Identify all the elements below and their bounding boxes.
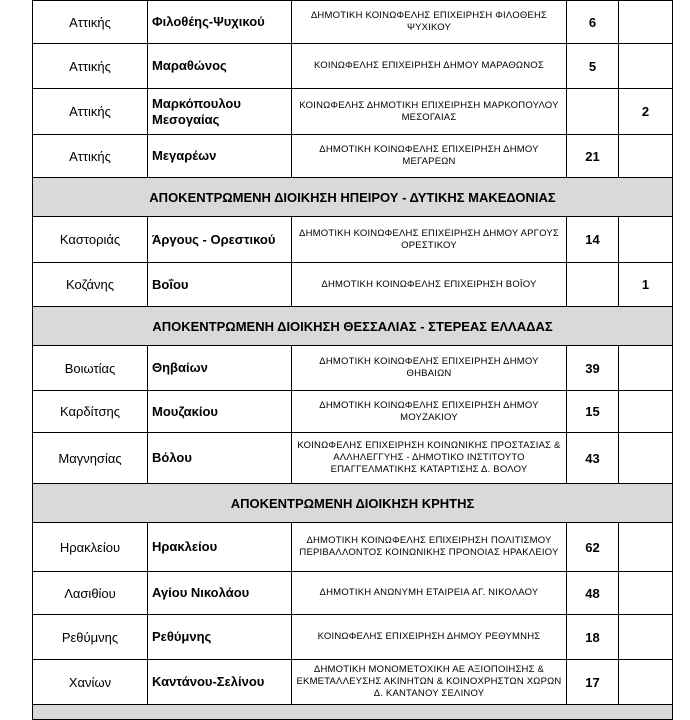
prefecture-cell: Αττικής	[33, 89, 148, 135]
section-title: ΑΠΟΚΕΝΤΡΩΜΕΝΗ ΔΙΟΙΚΗΣΗ ΘΕΣΣΑΛΙΑΣ - ΣΤΕΡΕΑΣ ΕΛΛΑΔΑΣ	[33, 307, 673, 346]
prefecture-cell: Αττικής	[33, 135, 148, 178]
entity-name-cell: ΚΟΙΝΩΦΕΛΗΣ ΕΠΙΧΕΙΡΗΣΗ ΚΟΙΝΩΝΙΚΗΣ ΠΡΟΣΤΑΣΙΑΣ & ΑΛΛΗΛΕΓΓΥΗΣ - ΔΗΜΟΤΙΚΟ ΙΝΣΤΙΤΟΥΤΟ ΕΠΑΓΓΕΛΜΑΤΙΚΗΣ ΚΑΤΑΡΤΙΣΗΣ Δ. ΒΟΛΟΥ	[292, 433, 567, 484]
count-cell-1	[567, 263, 619, 307]
table-row	[33, 89, 673, 135]
count-cell-2	[619, 44, 673, 89]
count-cell-2: 1	[619, 263, 673, 307]
count-cell-2	[619, 135, 673, 178]
municipality-cell: Φιλοθέης-Ψυχικού	[148, 1, 292, 44]
count-cell-2	[619, 615, 673, 660]
prefecture-cell: Αττικής	[33, 44, 148, 89]
table-row	[33, 135, 673, 178]
count-cell-1: 62	[567, 523, 619, 572]
next-section-cell	[33, 705, 673, 720]
municipality-cell: Μαραθώνος	[148, 44, 292, 89]
table-row	[33, 391, 673, 433]
municipality-cell: Άργους - Ορεστικού	[148, 217, 292, 263]
municipality-cell: Μεγαρέων	[148, 135, 292, 178]
count-cell-1	[567, 89, 619, 135]
table-body	[33, 1, 673, 720]
entity-name-cell: ΚΟΙΝΩΦΕΛΗΣ ΕΠΙΧΕΙΡΗΣΗ ΔΗΜΟΥ ΡΕΘΥΜΝΗΣ	[292, 615, 567, 660]
count-cell-2	[619, 1, 673, 44]
entity-name-cell: ΔΗΜΟΤΙΚΗ ΚΟΙΝΩΦΕΛΗΣ ΕΠΙΧΕΙΡΗΣΗ ΔΗΜΟΥ ΜΕΓΑΡΕΩΝ	[292, 135, 567, 178]
prefecture-cell: Λασιθίου	[33, 572, 148, 615]
section-title: ΑΠΟΚΕΝΤΡΩΜΕΝΗ ΔΙΟΙΚΗΣΗ ΚΡΗΤΗΣ	[33, 484, 673, 523]
table-row	[33, 44, 673, 89]
municipality-cell: Ρεθύμνης	[148, 615, 292, 660]
section-header-row	[33, 307, 673, 346]
count-cell-1: 21	[567, 135, 619, 178]
table-row	[33, 1, 673, 44]
table-row	[33, 615, 673, 660]
count-cell-2	[619, 660, 673, 705]
prefecture-cell: Μαγνησίας	[33, 433, 148, 484]
count-cell-2	[619, 346, 673, 391]
section-header-row	[33, 178, 673, 217]
section-title: ΑΠΟΚΕΝΤΡΩΜΕΝΗ ΔΙΟΙΚΗΣΗ ΗΠΕΙΡΟΥ - ΔΥΤΙΚΗΣ ΜΑΚΕΔΟΝΙΑΣ	[33, 178, 673, 217]
section-header-row	[33, 484, 673, 523]
entity-name-cell: ΔΗΜΟΤΙΚΗ ΜΟΝΟΜΕΤΟΧΙΚΗ ΑΕ ΑΞΙΟΠΟΙΗΣΗΣ & ΕΚΜΕΤΑΛΛΕΥΣΗΣ ΑΚΙΝΗΤΩΝ & ΚΟΙΝΟΧΡΗΣΤΩΝ ΧΩΡΩΝ Δ. ΚΑΝΤΑΝΟΥ ΣΕΛΙΝΟΥ	[292, 660, 567, 705]
entity-name-cell: ΔΗΜΟΤΙΚΗ ΚΟΙΝΩΦΕΛΗΣ ΕΠΙΧΕΙΡΗΣΗ ΒΟΪΟΥ	[292, 263, 567, 307]
count-cell-1: 18	[567, 615, 619, 660]
entity-name-cell: ΚΟΙΝΩΦΕΛΗΣ ΔΗΜΟΤΙΚΗ ΕΠΙΧΕΙΡΗΣΗ ΜΑΡΚΟΠΟΥΛΟΥ ΜΕΣΟΓΑΙΑΣ	[292, 89, 567, 135]
entity-name-cell: ΔΗΜΟΤΙΚΗ ΚΟΙΝΩΦΕΛΗΣ ΕΠΙΧΕΙΡΗΣΗ ΦΙΛΟΘΕΗΣ ΨΥΧΙΚΟΥ	[292, 1, 567, 44]
count-cell-1: 5	[567, 44, 619, 89]
count-cell-1: 48	[567, 572, 619, 615]
count-cell-1: 14	[567, 217, 619, 263]
entity-name-cell: ΔΗΜΟΤΙΚΗ ΑΝΩΝΥΜΗ ΕΤΑΙΡΕΙΑ ΑΓ. ΝΙΚΟΛΑΟΥ	[292, 572, 567, 615]
municipality-cell: Βοΐου	[148, 263, 292, 307]
count-cell-2	[619, 523, 673, 572]
entity-name-cell: ΔΗΜΟΤΙΚΗ ΚΟΙΝΩΦΕΛΗΣ ΕΠΙΧΕΙΡΗΣΗ ΔΗΜΟΥ ΑΡΓΟΥΣ ΟΡΕΣΤΙΚΟΥ	[292, 217, 567, 263]
municipality-cell: Ηρακλείου	[148, 523, 292, 572]
table-row	[33, 660, 673, 705]
table-row	[33, 346, 673, 391]
count-cell-1: 39	[567, 346, 619, 391]
entity-name-cell: ΚΟΙΝΩΦΕΛΗΣ ΕΠΙΧΕΙΡΗΣΗ ΔΗΜΟΥ ΜΑΡΑΘΩΝΟΣ	[292, 44, 567, 89]
municipality-cell: Μαρκόπουλου Μεσογαίας	[148, 89, 292, 135]
prefecture-cell: Ρεθύμνης	[33, 615, 148, 660]
count-cell-2: 2	[619, 89, 673, 135]
municipality-cell: Μουζακίου	[148, 391, 292, 433]
enterprises-table	[32, 0, 673, 720]
municipality-cell: Βόλου	[148, 433, 292, 484]
count-cell-2	[619, 217, 673, 263]
prefecture-cell: Χανίων	[33, 660, 148, 705]
count-cell-1: 15	[567, 391, 619, 433]
table-row	[33, 263, 673, 307]
prefecture-cell: Καρδίτσης	[33, 391, 148, 433]
count-cell-2	[619, 433, 673, 484]
count-cell-1: 43	[567, 433, 619, 484]
entity-name-cell: ΔΗΜΟΤΙΚΗ ΚΟΙΝΩΦΕΛΗΣ ΕΠΙΧΕΙΡΗΣΗ ΔΗΜΟΥ ΜΟΥΖΑΚΙΟΥ	[292, 391, 567, 433]
count-cell-2	[619, 391, 673, 433]
prefecture-cell: Αττικής	[33, 1, 148, 44]
next-section-row	[33, 705, 673, 720]
entity-name-cell: ΔΗΜΟΤΙΚΗ ΚΟΙΝΩΦΕΛΗΣ ΕΠΙΧΕΙΡΗΣΗ ΠΟΛΙΤΙΣΜΟΥ ΠΕΡΙΒΑΛΛΟΝΤΟΣ ΚΟΙΝΩΝΙΚΗΣ ΠΡΟΝΟΙΑΣ ΗΡΑΚΛΕΙΟΥ	[292, 523, 567, 572]
entity-name-cell: ΔΗΜΟΤΙΚΗ ΚΟΙΝΩΦΕΛΗΣ ΕΠΙΧΕΙΡΗΣΗ ΔΗΜΟΥ ΘΗΒΑΙΩΝ	[292, 346, 567, 391]
table-row	[33, 523, 673, 572]
municipality-cell: Καντάνου-Σελίνου	[148, 660, 292, 705]
table-row	[33, 217, 673, 263]
table-row	[33, 433, 673, 484]
count-cell-1: 17	[567, 660, 619, 705]
prefecture-cell: Βοιωτίας	[33, 346, 148, 391]
count-cell-1: 6	[567, 1, 619, 44]
municipality-cell: Αγίου Νικολάου	[148, 572, 292, 615]
count-cell-2	[619, 572, 673, 615]
table-row	[33, 572, 673, 615]
prefecture-cell: Κοζάνης	[33, 263, 148, 307]
municipality-cell: Θηβαίων	[148, 346, 292, 391]
prefecture-cell: Καστοριάς	[33, 217, 148, 263]
prefecture-cell: Ηρακλείου	[33, 523, 148, 572]
